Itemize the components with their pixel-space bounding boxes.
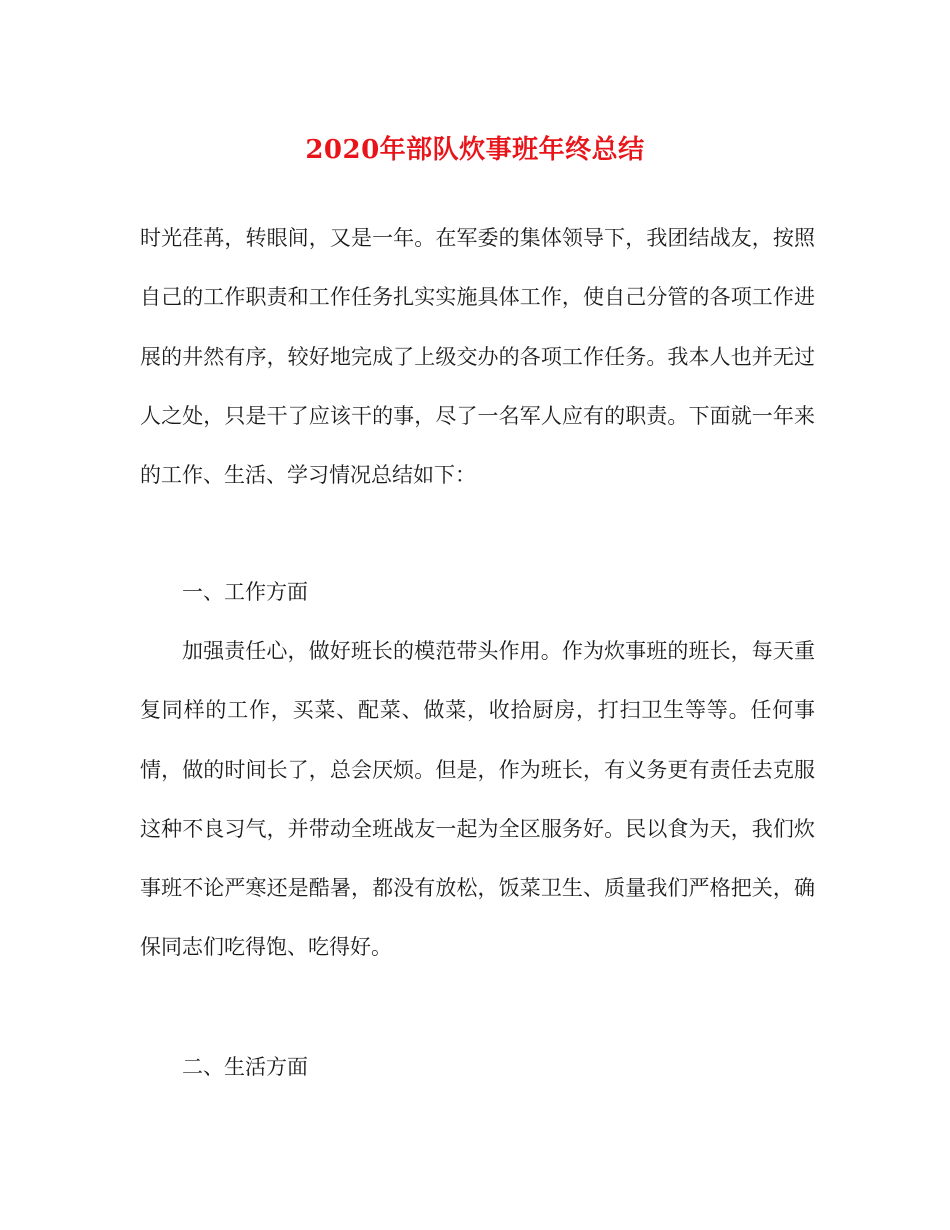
- section-heading-life: 二、生活方面: [182, 1055, 308, 1079]
- document-title: 2020年部队炊事班年终总结: [305, 135, 645, 165]
- work-paragraph: 加强责任心，做好班长的模范带头作用。作为炊事班的班长，每天重复同样的工作，买菜、配菜、做菜，收拾厨房，打扫卫生等等。任何事情，做的时间长了，总会厌烦。但是，作为班长，有义务更有责任去克服这种不良习气，并带动全班战友一起为全区服务好。民以食为天，我们炊事班不论严寒还是酷暑，都没有放松，饭菜卫生、质量我们严格把关，确保同志们吃得饱、吃得好。: [140, 639, 815, 960]
- intro-paragraph: 时光荏苒，转眼间，又是一年。在军委的集体领导下，我团结战友，按照自己的工作职责和工作任务扎实实施具体工作，使自己分管的各项工作进展的井然有序，较好地完成了上级交办的各项工作任务。我本人也并无过人之处，只是干了应该干的事，尽了一名军人应有的职责。下面就一年来的工作、生活、学习情况总结如下：: [140, 226, 815, 488]
- section-heading-work: 一、工作方面: [182, 580, 308, 604]
